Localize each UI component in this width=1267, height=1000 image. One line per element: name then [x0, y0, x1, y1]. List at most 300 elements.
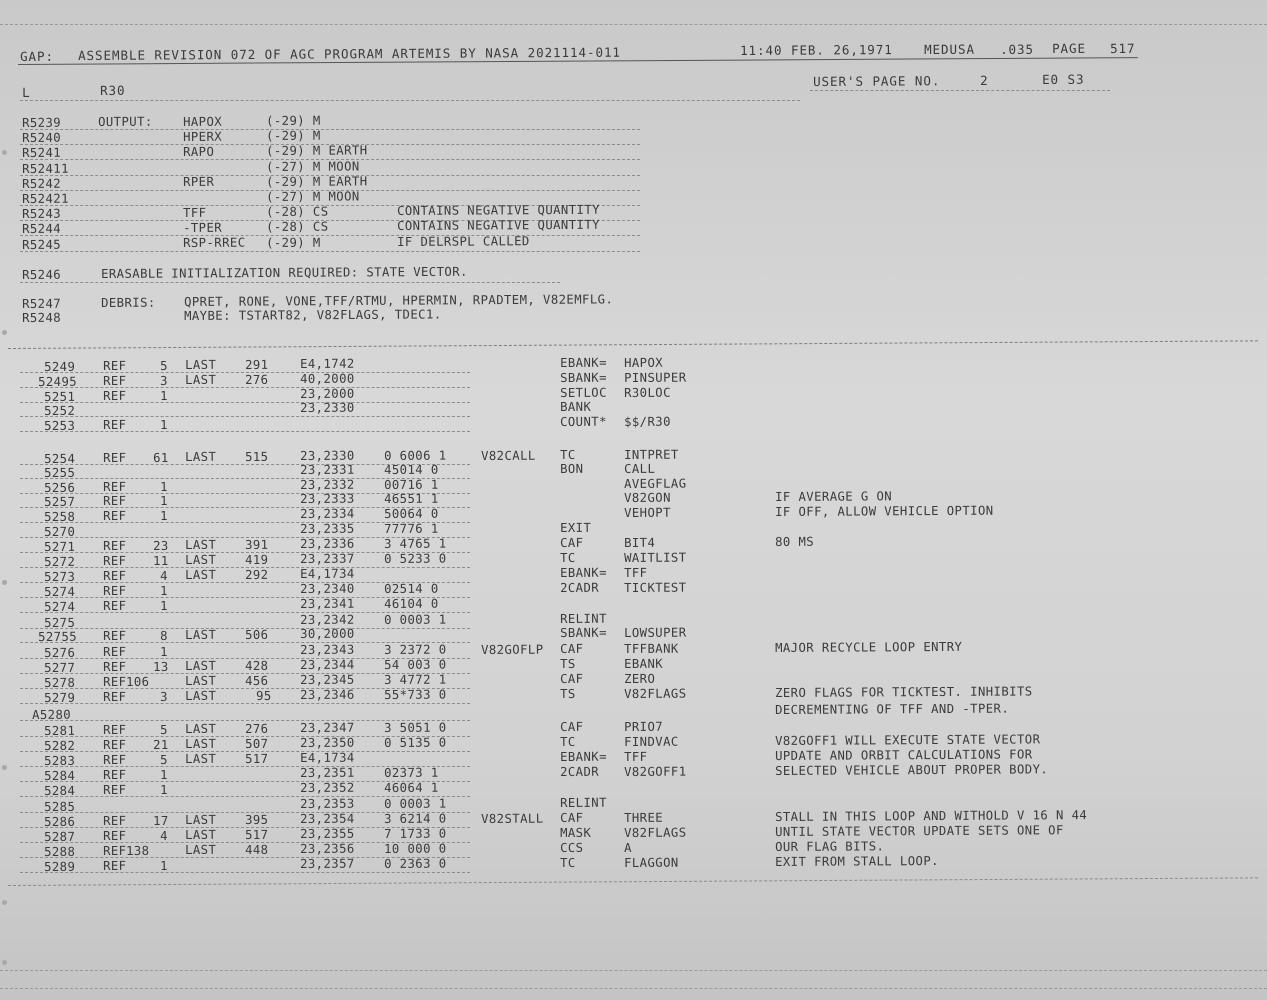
listing-object-code: 0 5233 0	[384, 551, 447, 566]
listing-l-label: L	[21, 84, 31, 100]
listing-comment: EXIT FROM STALL LOOP.	[775, 853, 939, 869]
listing-ref-keyword: REF	[103, 553, 127, 568]
listing-comment: STALL IN THIS LOOP AND WITHOLD V 16 N 44	[775, 808, 1088, 824]
listing-operand: PRIO7	[624, 719, 664, 734]
listing-address: 23,2333	[300, 491, 355, 506]
listing-opcode: RELINT	[560, 611, 607, 626]
listing-operand: $$/R30	[624, 414, 671, 429]
listing-opcode: CAF	[560, 641, 584, 656]
listing-last-keyword: LAST	[185, 827, 217, 842]
listing-ref-count: 4	[160, 568, 168, 583]
output-line-id: R5239	[22, 115, 62, 130]
listing-last-keyword: LAST	[185, 627, 217, 642]
rule-line	[20, 387, 470, 388]
listing-ref-keyword: REF	[103, 689, 127, 704]
listing-address: E4,1734	[300, 750, 355, 765]
listing-last-line: 517	[245, 827, 269, 842]
listing-last-line: 395	[245, 812, 269, 827]
listing-operand: TFFBANK	[624, 641, 679, 656]
listing-ref-count: 106	[126, 674, 150, 689]
listing-object-code: 45014 0	[384, 462, 439, 477]
listing-last-line: 506	[245, 627, 269, 642]
system-name: MEDUSA	[923, 41, 975, 57]
listing-object-code: 7 1733 0	[384, 826, 447, 841]
listing-operand: BIT4	[624, 535, 656, 550]
gap-label: GAP:	[19, 48, 55, 64]
listing-operand: V82FLAGS	[624, 686, 687, 701]
listing-object-code: 10 000 0	[384, 841, 447, 856]
listing-ref-keyword: REF	[103, 388, 127, 403]
erasable-note: ERASABLE INITIALIZATION REQUIRED: STATE VECTOR.	[101, 264, 468, 281]
listing-address: 23,2344	[300, 657, 355, 672]
listing-line-number: 5272	[44, 554, 76, 569]
listing-opcode: SETLOC	[560, 385, 607, 400]
listing-opcode: TS	[560, 686, 576, 701]
listing-ref-keyword: REF	[103, 598, 127, 613]
output-note: CONTAINS NEGATIVE QUANTITY	[397, 218, 600, 234]
listing-line-number: 5251	[44, 389, 76, 404]
listing-operand: A	[624, 840, 632, 855]
listing-comment: ZERO FLAGS FOR TICKTEST. INHIBITS	[775, 684, 1033, 700]
listing-operand: WAITLIST	[624, 550, 687, 565]
output-note: IF DELRSPL CALLED	[397, 233, 530, 249]
listing-last-line: 517	[245, 751, 269, 766]
listing-ref-count: 5	[160, 358, 168, 373]
listing-ref-keyword: REF	[103, 628, 127, 643]
output-note: CONTAINS NEGATIVE QUANTITY	[397, 202, 600, 219]
listing-line-number: 5254	[44, 451, 76, 466]
listing-last-keyword: LAST	[185, 736, 217, 751]
listing-comment: OUR FLAG BITS.	[775, 839, 885, 854]
listing-object-code: 00716 1	[384, 477, 439, 492]
listing-symbol-label: V82STALL	[481, 811, 544, 826]
listing-ref-count: 61	[153, 450, 169, 465]
listing-object-code: 0 2363 0	[384, 856, 447, 871]
listing-opcode: TC	[560, 550, 576, 565]
debris-label: DEBRIS:	[101, 295, 156, 310]
output-scale: (-27) M MOON	[266, 159, 360, 174]
rule-line	[0, 988, 1267, 989]
listing-last-keyword: LAST	[185, 688, 217, 703]
listing-last-line: 507	[245, 736, 269, 751]
listing-address: 23,2354	[300, 811, 355, 826]
listing-last-line: 456	[245, 673, 269, 688]
listing-ref-count: 13	[153, 659, 169, 674]
listing-line-number: 5285	[44, 799, 76, 814]
listing-opcode: TC	[560, 447, 576, 462]
listing-operand: TICKTEST	[624, 580, 687, 595]
listing-address: 23,2343	[300, 642, 355, 657]
debris-text: QPRET, RONE, VONE,TFF/RTMU, HPERMIN, RPADTEM, V82EMFLG.	[184, 292, 614, 309]
listing-line-number: 5286	[44, 814, 76, 829]
listing-object-code: 46551 1	[384, 491, 439, 506]
output-line-id: R5240	[22, 130, 62, 146]
listing-address: 23,2346	[300, 687, 355, 702]
listing-line-number: 5271	[44, 539, 76, 554]
listing-operand: EBANK	[624, 656, 664, 671]
listing-operand: ZERO	[624, 671, 656, 686]
listing-ref-keyword: REF	[103, 828, 127, 843]
listing-operand: HAPOX	[624, 355, 664, 370]
output-line-id: R5243	[22, 206, 62, 222]
listing-line-number: 5252	[44, 403, 76, 418]
listing-address: 23,2347	[300, 720, 355, 735]
listing-line-number: 5278	[44, 675, 76, 690]
listing-line-number: 5277	[44, 660, 76, 675]
listing-last-keyword: LAST	[185, 567, 217, 582]
listing-ref-count: 21	[153, 737, 169, 752]
rule-line	[20, 251, 640, 252]
listing-address: E4,1742	[300, 356, 355, 371]
listing-address: 23,2331	[300, 462, 355, 477]
listing-object-code: 46064 1	[384, 780, 439, 795]
rule-line	[810, 90, 1110, 91]
listing-operand: TFF	[624, 565, 648, 580]
listing-last-line: 292	[245, 567, 269, 582]
listing-last-keyword: LAST	[185, 658, 217, 673]
listing-opcode: COUNT*	[560, 414, 607, 429]
listing-operand: THREE	[624, 810, 664, 825]
section-divider	[8, 340, 1258, 349]
listing-comment: V82GOFF1 WILL EXECUTE STATE VECTOR	[775, 732, 1041, 748]
listing-ref-keyword: REF	[103, 450, 127, 465]
listing-line-number: 52755	[38, 629, 78, 644]
listing-address: 23,2332	[300, 477, 355, 492]
listing-opcode: CAF	[560, 671, 584, 686]
output-variable-name: -TPER	[183, 220, 223, 235]
listing-address: 23,2334	[300, 506, 355, 521]
listing-ref-count: 1	[160, 644, 168, 659]
listing-ref-count: 1	[160, 417, 168, 432]
system-code: .035	[999, 41, 1035, 57]
output-variable-name: TFF	[183, 205, 207, 220]
listing-address: 30,2000	[300, 626, 355, 641]
listing-opcode: CAF	[560, 535, 584, 550]
output-scale: (-29) M EARTH	[266, 143, 368, 159]
listing-symbol-label: V82CALL	[481, 448, 536, 463]
tractor-feed-holes	[2, 0, 12, 1000]
output-variable-name: RSP-RREC	[183, 235, 246, 251]
listing-ref-keyword: REF	[103, 583, 127, 598]
listing-ref-keyword: REF	[103, 508, 127, 523]
listing-address: 23,2330	[300, 448, 355, 463]
listing-ref-keyword: REF	[103, 737, 127, 752]
listing-ref-count: 1	[160, 598, 168, 613]
listing-ref-keyword: REF	[103, 813, 127, 828]
listing-comment: DECREMENTING OF TFF AND -TPER.	[775, 701, 1010, 717]
listing-opcode: RELINT	[560, 795, 607, 810]
listing-opcode: 2CADR	[560, 764, 600, 779]
listing-operand: V82GON	[624, 490, 671, 505]
listing-line-number: 5289	[44, 859, 76, 874]
listing-opcode: EXIT	[560, 520, 592, 535]
listing-last-keyword: LAST	[185, 552, 217, 567]
output-line-id: R5242	[22, 176, 62, 191]
listing-operand: INTPRET	[624, 447, 679, 462]
listing-ref-count: 3	[160, 689, 168, 704]
listing-ref-count: 4	[160, 828, 168, 843]
listing-ref-keyword: REF	[103, 843, 127, 858]
listing-last-line: 276	[245, 372, 269, 387]
listing-line-number: 5287	[44, 829, 76, 844]
listing-last-line: 391	[245, 537, 269, 552]
listing-line-number: 5255	[44, 465, 76, 480]
listing-line-number: A5280	[32, 707, 72, 722]
listing-object-code: 3 5051 0	[384, 720, 447, 735]
listing-comment: 80 MS	[775, 534, 815, 549]
listing-operand: FLAGGON	[624, 855, 679, 870]
listing-last-line: 276	[245, 721, 269, 736]
output-variable-name: RPER	[183, 175, 215, 190]
users-page-number: 2	[979, 72, 989, 88]
listing-last-keyword: LAST	[185, 673, 217, 688]
eo-code: E0 S3	[1041, 71, 1085, 87]
listing-last-keyword: LAST	[185, 812, 217, 827]
listing-operand: LOWSUPER	[624, 625, 687, 640]
listing-line-number: 52495	[38, 374, 78, 389]
listing-line-number: 5273	[44, 569, 76, 584]
rule-line	[0, 24, 1267, 25]
output-line-id: R5245	[22, 237, 62, 252]
listing-address: 23,2330	[300, 400, 355, 415]
rule-line	[20, 872, 470, 873]
listing-ref-count: 1	[160, 493, 168, 508]
listing-operand: R30LOC	[624, 385, 671, 400]
listing-ref-keyword: REF	[103, 538, 127, 553]
listing-address: 23,2356	[300, 841, 355, 856]
listing-address: 40,2000	[300, 371, 355, 386]
output-scale: (-27) M MOON	[266, 189, 360, 204]
listing-object-code: 0 0003 1	[384, 796, 447, 811]
listing-last-line: 95	[256, 688, 272, 703]
listing-ref-keyword: REF	[103, 568, 127, 583]
listing-object-code: 55*733 0	[384, 687, 447, 702]
listing-operand: CALL	[624, 461, 656, 476]
listing-last-keyword: LAST	[185, 372, 217, 387]
debris-line-id: R5248	[22, 310, 62, 325]
listing-address: 23,2345	[300, 672, 355, 687]
output-scale: (-29) M EARTH	[266, 174, 368, 189]
listing-ref-keyword: REF	[103, 358, 127, 373]
listing-ref-keyword: REF	[103, 493, 127, 508]
listing-line-number: 5249	[44, 359, 76, 374]
listing-object-code: 02514 0	[384, 581, 439, 596]
listing-object-code: 0 5135 0	[384, 735, 447, 750]
listing-last-line: 448	[245, 842, 269, 857]
page-title: ASSEMBLE REVISION 072 OF AGC PROGRAM ARTEMIS BY NASA 2021114-011	[77, 44, 621, 63]
listing-line-number: 5288	[44, 844, 76, 859]
listing-address: 23,2335	[300, 521, 355, 536]
output-variable-name: HAPOX	[183, 114, 223, 129]
listing-last-keyword: LAST	[185, 842, 217, 857]
output-line-id: R52411	[22, 161, 69, 176]
listing-ref-count: 1	[160, 583, 168, 598]
listing-ref-keyword: REF	[103, 479, 127, 494]
listing-address: 23,2355	[300, 826, 355, 841]
listing-symbol-label: V82GOFLP	[481, 642, 544, 657]
listing-ref-count: 8	[160, 628, 168, 643]
listing-ref-count: 3	[160, 373, 168, 388]
output-variable-name: RAPO	[183, 144, 215, 159]
listing-comment: UPDATE AND ORBIT CALCULATIONS FOR	[775, 747, 1033, 763]
listing-object-code: 02373 1	[384, 765, 439, 780]
rule-line	[20, 416, 470, 417]
listing-opcode: EBANK=	[560, 749, 607, 764]
listing-line-number: 5279	[44, 690, 76, 705]
listing-object-code: 46104 0	[384, 596, 439, 611]
listing-comment: MAJOR RECYCLE LOOP ENTRY	[775, 639, 963, 655]
listing-address: 23,2352	[300, 780, 355, 795]
listing-address: 23,2337	[300, 551, 355, 566]
listing-line-number: 5275	[44, 615, 76, 630]
section-divider	[8, 877, 1258, 886]
listing-line-number: 5274	[44, 584, 76, 599]
listing-address: 23,2342	[300, 612, 355, 627]
rule-line	[20, 402, 470, 403]
listing-ref-count: 1	[160, 782, 168, 797]
output-scale: (-29) M	[266, 128, 321, 144]
listing-opcode: CAF	[560, 719, 584, 734]
listing-ref-count: 1	[160, 388, 168, 403]
rule-line	[20, 235, 640, 236]
page-label: PAGE	[1051, 40, 1087, 56]
listing-operand: FINDVAC	[624, 734, 679, 749]
listing-last-line: 419	[245, 552, 269, 567]
listing-ref-keyword: REF	[103, 752, 127, 767]
users-page-label: USER'S PAGE NO.	[812, 73, 941, 89]
output-line-id: R5241	[22, 146, 62, 161]
listing-opcode: TC	[560, 734, 576, 749]
listing-opcode: EBANK=	[560, 565, 607, 580]
listing-ref-count: 23	[153, 538, 169, 553]
print-timestamp: 11:40 FEB. 26,1971	[739, 42, 893, 58]
listing-ref-count: 1	[160, 508, 168, 523]
listing-ref-count: 1	[160, 479, 168, 494]
listing-line-number: 5256	[44, 480, 76, 495]
listing-last-keyword: LAST	[185, 751, 217, 766]
listing-operand: AVEGFLAG	[624, 476, 687, 491]
listing-line-number: 5257	[44, 494, 76, 509]
listing-operand: V82FLAGS	[624, 825, 687, 840]
listing-last-line: 291	[245, 357, 269, 372]
listing-ref-keyword: REF	[103, 858, 127, 873]
listing-object-code: 50064 0	[384, 506, 439, 521]
listing-opcode: BANK	[560, 399, 592, 414]
listing-operand: PINSUPER	[624, 370, 687, 385]
output-scale: (-28) CS	[266, 220, 329, 235]
listing-last-keyword: LAST	[185, 357, 217, 372]
listing-opcode: TC	[560, 855, 576, 870]
rule-line	[20, 129, 640, 130]
listing-comment: UNTIL STATE VECTOR UPDATE SETS ONE OF	[775, 823, 1064, 839]
listing-ref-keyword: REF	[103, 659, 127, 674]
listing-opcode: 2CADR	[560, 580, 600, 595]
listing-address: 23,2336	[300, 536, 355, 551]
listing-comment: SELECTED VEHICLE ABOUT PROPER BODY.	[775, 762, 1049, 778]
listing-opcode: CAF	[560, 810, 584, 825]
listing-line-number: 5283	[44, 753, 76, 768]
listing-opcode: BON	[560, 461, 584, 476]
listing-ref-count: 138	[126, 843, 150, 858]
listing-object-code: 77776 1	[384, 521, 439, 536]
listing-opcode: CCS	[560, 840, 584, 855]
listing-opcode: TS	[560, 656, 576, 671]
listing-object-code: 3 4765 1	[384, 536, 447, 551]
listing-last-keyword: LAST	[185, 537, 217, 552]
listing-ref-count: 5	[160, 722, 168, 737]
output-line-id: R5244	[22, 222, 62, 237]
listing-ref-count: 17	[153, 813, 169, 828]
erasable-id: R5246	[22, 267, 62, 282]
listing-ref-keyword: REF	[103, 373, 127, 388]
listing-address: 23,2353	[300, 796, 355, 811]
rule-line	[20, 703, 470, 704]
listing-opcode: MASK	[560, 825, 592, 840]
listing-line-number: 5270	[44, 524, 76, 539]
listing-ref-keyword: REF	[103, 417, 127, 432]
listing-address: 23,2350	[300, 735, 355, 750]
listing-ref-keyword: REF	[103, 674, 127, 689]
debris-text: MAYBE: TSTART82, V82FLAGS, TDEC1.	[184, 307, 442, 323]
listing-object-code: 3 4772 1	[384, 672, 447, 687]
listing-ref-count: 11	[153, 553, 169, 568]
listing-object-code: 0 6006 1	[384, 448, 447, 463]
listing-comment: IF AVERAGE G ON	[775, 489, 893, 504]
listing-line-number: 5274	[44, 599, 76, 614]
listing-address: 23,2341	[300, 596, 355, 611]
listing-object-code: 3 2372 0	[384, 642, 447, 657]
debris-line-id: R5247	[22, 296, 62, 311]
listing-line-number: 5282	[44, 738, 76, 753]
listing-ref-count: 1	[160, 858, 168, 873]
listing-address: 23,2000	[300, 386, 355, 401]
listing-object-code: 54 003 0	[384, 657, 447, 672]
output-label: OUTPUT:	[98, 114, 153, 129]
listing-ref-count: 1	[160, 767, 168, 782]
listing-address: 23,2340	[300, 581, 355, 596]
listing-object-code: 3 6214 0	[384, 811, 447, 826]
listing-line-number: 5284	[44, 768, 76, 783]
listing-line-number: 5281	[44, 723, 76, 738]
listing-last-line: 428	[245, 658, 269, 673]
rule-line	[0, 970, 1267, 971]
rule-line	[20, 100, 800, 101]
listing-operand: V82GOFF1	[624, 764, 687, 779]
rule-line	[20, 282, 560, 283]
output-scale: (-29) M	[266, 235, 321, 250]
listing-line-number: 5258	[44, 509, 76, 524]
listing-ref-keyword: REF	[103, 722, 127, 737]
listing-ref-keyword: REF	[103, 767, 127, 782]
listing-line-number: 5253	[44, 418, 76, 433]
listing-opcode: SBANK=	[560, 370, 607, 385]
output-scale: (-29) M	[266, 113, 321, 128]
listing-ref-keyword: REF	[103, 782, 127, 797]
listing-last-keyword: LAST	[185, 449, 217, 464]
listing-operand: VEHOPT	[624, 505, 671, 520]
listing-operand: TFF	[624, 749, 648, 764]
rule-line	[20, 431, 470, 432]
listing-line-number: 5284	[44, 783, 76, 798]
routine-name: R30	[99, 82, 126, 98]
listing-opcode: SBANK=	[560, 625, 607, 640]
listing-address: E4,1734	[300, 566, 355, 581]
listing-object-code: 0 0003 1	[384, 612, 447, 627]
listing-last-line: 515	[245, 449, 269, 464]
listing-ref-keyword: REF	[103, 644, 127, 659]
output-variable-name: HPERX	[183, 129, 223, 144]
listing-line-number: 5276	[44, 645, 76, 660]
